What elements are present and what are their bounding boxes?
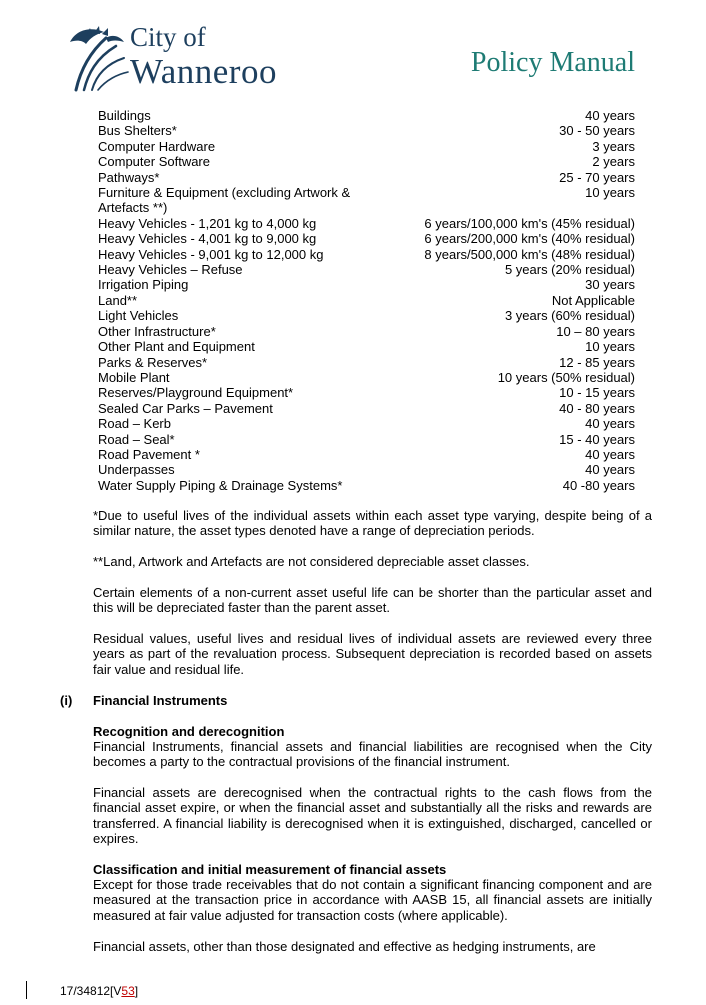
paragraph-derecognition: Financial assets are derecognised when the contractual rights to the cash flows from the financial asset expire, or when the financial asset and substantially all the risks and rewards are transferred. A financial liability is derecognised when it is extinguished, discharged, cancelled or expires.	[93, 785, 652, 847]
useful-life: 15 - 40 years	[559, 431, 635, 447]
subheading-recognition: Recognition and derecognition	[93, 724, 285, 739]
asset-name: Road – Kerb	[98, 416, 171, 432]
useful-life: 40 -80 years	[562, 477, 635, 493]
useful-lives-table	[98, 108, 635, 493]
useful-life: 6 years/100,000 km's (45% residual)	[424, 215, 635, 231]
asset-name: Heavy Vehicles - 1,201 kg to 4,000 kg	[98, 215, 317, 231]
table-row	[98, 108, 635, 123]
asset-name: Road – Seal*	[98, 431, 175, 447]
useful-life: 30 - 50 years	[559, 123, 635, 139]
useful-life: 30 years	[585, 277, 635, 293]
asset-name: Water Supply Piping & Drainage Systems*	[98, 477, 343, 493]
useful-life: 40 years	[585, 462, 635, 478]
page-title: Policy Manual	[470, 47, 635, 78]
subheading-classification: Classification and initial measurement of financial assets	[93, 862, 447, 877]
revision-bar	[26, 981, 27, 999]
asset-name: Bus Shelters*	[98, 123, 177, 139]
asset-name: Pathways*	[98, 169, 160, 185]
reference-number: 17/34812[V	[60, 984, 122, 998]
asset-name: Sealed Car Parks – Pavement	[98, 400, 273, 416]
table-row	[98, 216, 635, 231]
note-range-depreciation: *Due to useful lives of the individual assets within each asset type varying, despite being of a similar nature, the asset types denoted have a range of depreciation periods.	[93, 508, 652, 539]
asset-name: Land**	[98, 292, 138, 308]
useful-life: 5 years (20% residual)	[504, 262, 635, 278]
useful-life: 40 years	[585, 446, 635, 462]
table-row	[98, 154, 635, 169]
asset-name: Furniture & Equipment (excluding Artwork & Artefacts **)	[98, 185, 351, 216]
asset-name: Computer Hardware	[98, 138, 216, 154]
useful-life: Not Applicable	[551, 292, 635, 308]
note-non-depreciable: **Land, Artwork and Artefacts are not considered depreciable asset classes.	[93, 554, 530, 569]
table-row	[98, 462, 635, 477]
table-row	[98, 401, 635, 416]
section-heading: Financial Instruments	[93, 693, 228, 708]
asset-name: Reserves/Playground Equipment*	[98, 385, 294, 401]
paragraph-hedging: Financial assets, other than those designated and effective as hedging instruments, are	[93, 939, 596, 954]
table-row	[98, 262, 635, 277]
asset-name: Road Pavement *	[98, 446, 200, 462]
useful-life: 10 years (50% residual)	[497, 369, 635, 385]
note-revaluation-review: Residual values, useful lives and residual lives of individual assets are reviewed every three years as part of the revaluation process. Subsequent depreciation is recorded based on assets fair value and residual life.	[93, 631, 652, 677]
useful-life: 10 – 80 years	[556, 323, 635, 339]
useful-life: 6 years/200,000 km's (40% residual)	[424, 231, 635, 247]
table-row	[98, 293, 635, 308]
paragraph-recognition: Financial Instruments, financial assets and financial liabilities are recognised when the City becomes a party to the contractual provisions of the financial instrument.	[93, 739, 652, 770]
useful-life: 40 - 80 years	[559, 400, 635, 416]
table-row	[98, 139, 635, 154]
logo-line-city-of: City of	[130, 22, 206, 52]
useful-life: 40 years	[585, 416, 635, 432]
useful-life: 8 years/500,000 km's (48% residual)	[424, 246, 635, 262]
note-component-lives: Certain elements of a non-current asset useful life can be shorter than the particular asset and this will be depreciated faster than the parent asset.	[93, 585, 652, 616]
useful-life: 10 years	[585, 185, 635, 201]
useful-life: 2 years	[592, 154, 635, 170]
table-row	[98, 355, 635, 370]
table-row	[98, 370, 635, 385]
asset-name: Other Infrastructure*	[98, 323, 216, 339]
asset-name: Mobile Plant	[98, 369, 170, 385]
revision-number: 53	[121, 984, 135, 998]
asset-name: Light Vehicles	[98, 308, 179, 324]
section-number: (i)	[60, 693, 73, 708]
table-row	[98, 416, 635, 431]
table-row	[98, 247, 635, 262]
table-row	[98, 432, 635, 447]
useful-life: 12 - 85 years	[559, 354, 635, 370]
asset-name: Computer Software	[98, 154, 210, 170]
table-row	[98, 231, 635, 246]
table-row	[98, 308, 635, 323]
table-row	[98, 478, 635, 493]
asset-name: Underpasses	[98, 462, 175, 478]
asset-name: Heavy Vehicles - 4,001 kg to 9,000 kg	[98, 231, 317, 247]
table-row	[98, 123, 635, 138]
useful-life: 25 - 70 years	[559, 169, 635, 185]
useful-life: 3 years (60% residual)	[504, 308, 635, 324]
table-row	[98, 447, 635, 462]
reference-suffix: ]	[134, 984, 139, 998]
useful-life: 3 years	[592, 138, 635, 154]
table-row	[98, 277, 635, 292]
asset-name: Buildings	[98, 108, 151, 123]
asset-name: Parks & Reserves*	[98, 354, 208, 370]
asset-name: Heavy Vehicles - 9,001 kg to 12,000 kg	[98, 246, 324, 262]
table-row	[98, 324, 635, 339]
table-row	[98, 170, 635, 185]
table-row	[98, 385, 635, 400]
document-reference	[60, 984, 138, 998]
asset-name: Heavy Vehicles – Refuse	[98, 262, 243, 278]
table-row	[98, 185, 635, 216]
useful-life: 40 years	[585, 108, 635, 123]
paragraph-initial-measurement: Except for those trade receivables that do not contain a significant financing component and are measured at the transaction price in accordance with AASB 15, all financial assets are initially measured at fair value adjusted for transaction costs (where applicable).	[93, 877, 652, 923]
useful-life: 10 - 15 years	[559, 385, 635, 401]
asset-name: Other Plant and Equipment	[98, 339, 255, 355]
logo-line-wanneroo: Wanneroo	[130, 52, 277, 91]
table-row	[98, 339, 635, 354]
useful-life: 10 years	[585, 339, 635, 355]
asset-name: Irrigation Piping	[98, 277, 189, 293]
